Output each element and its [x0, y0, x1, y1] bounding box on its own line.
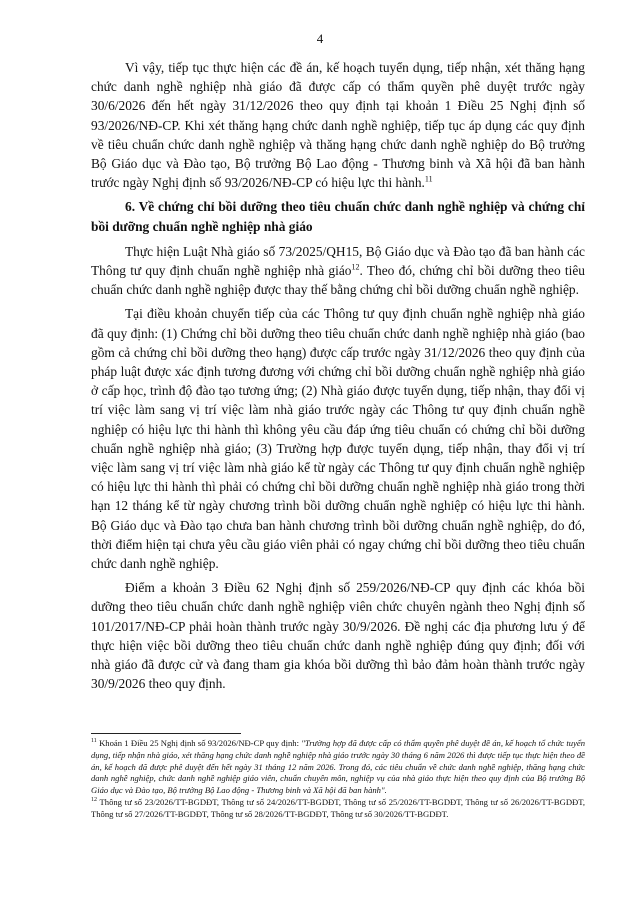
paragraph-transition-clauses: Tại điều khoản chuyển tiếp của các Thông tư quy định chuẩn nghề nghiệp nhà giáo đã quy định: (1) Chứng chỉ bồi dưỡng theo tiêu chuẩn chức danh nghề nghiệp nhà giáo (bao gồm cả chứng chỉ bồi dưỡng theo hạng) được cấp trước ngày 31/12/2026 theo quy định của pháp luật được xác định tương đương với chứng chỉ bồi dưỡng chuẩn nghề nghiệp nhà giáo ở cấp học, trình độ đào tạo tương ứng; (2) Nhà giáo được tuyển dụng, tiếp nhận, thay đổi vị trí việc làm sang vị trí việc làm nhà giáo trước ngày các Thông tư quy định chuẩn nghề nghiệp có hiệu lực thi hành thì không yêu cầu đáp ứng tiêu chuẩn có chứng chỉ bồi dưỡng chuẩn nghề nghiệp nhà giáo; (3) Trường hợp được tuyển dụng, tiếp nhận, thay đổi vị trí việc làm sang vị trí việc làm nhà giáo kể từ ngày các Thông tư quy định chuẩn nghề nghiệp có hiệu lực thi hành thì phải có chứng chỉ bồi dưỡng chuẩn nghề nghiệp nhà giáo trong thời hạn 12 tháng kể từ ngày chương trình bồi dưỡng chuẩn nghề nghiệp có hiệu lực thi hành. Bộ Giáo dục và Đào tạo chưa ban hành chương trình bồi dưỡng chuẩn nghề nghiệp, do đó, thời điểm hiện tại chưa yêu cầu giáo viên phải có ngay chứng chỉ bồi dưỡng theo tiêu chuẩn chức danh nghề nghiệp.: [91, 306, 585, 572]
footnotes: [91, 733, 585, 821]
section-6-heading: 6. Về chứng chỉ bồi dưỡng theo tiêu chuẩn chức danh nghề nghiệp và chứng chỉ bồi dưỡng chuẩn nghề nghiệp nhà giáo: [91, 199, 585, 234]
paragraph-text: Thực hiện Luật Nhà giáo số 73/2025/QH15, Bộ Giáo dục và Đào tạo đã ban hành các Thông tư quy định chuẩn nghề nghiệp nhà giáo: [91, 243, 585, 279]
document-body: [91, 58, 585, 699]
footnote-11: [91, 738, 585, 797]
footnote-divider: [91, 733, 241, 734]
footnote-quote: "Trường hợp đã được cấp có thẩm quyền phê duyệt đề án, kế hoạch tổ chức tuyển dụng, tiếp nhận nhà giáo, xét thăng hạng chức danh nghề nghiệp nhà giáo trước ngày 30 tháng 6 năm 2026 thì được tiếp tục thực hiện theo đề án, kế hoạch đã được phê duyệt đến hết ngày 31 tháng 12 năm 2026. Trong đó, các tiêu chuẩn về chức danh nghề nghiệp, thăng hạng chức danh nghề nghiệp, chức danh nghề nghiệp giáo viên, chuẩn chuyên môn, nghiệp vụ của nhà giáo thực hiện theo quy định của Bộ trưởng Bộ Giáo dục và Đào tạo, Bộ trưởng Bộ Lao động - Thương binh và Xã hội đã ban hành".: [91, 738, 586, 796]
footnote-ref-11[interactable]: 11: [424, 174, 433, 184]
footnote-lead: Khoản 1 Điều 25 Nghị định số 93/2026/NĐ-CP quy định:: [96, 738, 302, 748]
footnote-12: [91, 797, 585, 821]
paragraph-text: Vì vậy, tiếp tục thực hiện các đề án, kế hoạch tuyển dụng, tiếp nhận, xét thăng hạng chức danh nghề nghiệp nhà giáo đã được cấp có thẩm quyền phê duyệt trước ngày 30/6/2026 đến hết ngày 31/12/2026 theo quy định tại khoản 1 Điều 25 Nghị định số 93/2026/NĐ-CP. Khi xét thăng hạng chức danh nghề nghiệp, tiếp tục áp dụng các quy định về tiêu chuẩn chức danh nghề nghiệp và thăng hạng chức danh nghề nghiệp do Bộ trưởng Bộ Giáo dục và Đào tạo, Bộ trưởng Bộ Lao động - Thương binh và Xã hội đã ban hành trước ngày Nghị định số 93/2026/NĐ-CP có hiệu lực thi hành.: [91, 60, 585, 191]
footnote-number: 12: [91, 797, 97, 804]
paragraph-decree-259: Điểm a khoản 3 Điều 62 Nghị định số 259/2026/NĐ-CP quy định các khóa bồi dưỡng theo tiêu chuẩn chức danh nghề nghiệp viên chức chuyên ngành theo Nghị định số 101/2017/NĐ-CP phải hoàn thành trước ngày 30/9/2026. Đề nghị các địa phương lưu ý để thực hiện việc bồi dưỡng theo tiêu chuẩn chức danh nghề nghiệp đúng quy định; đối với nhà giáo đã được cử và đang tham gia khóa bồi dưỡng thì bảo đảm hoàn thành trước ngày 30/9/2026 theo quy định.: [91, 580, 585, 692]
page-number: 4: [316, 31, 324, 46]
paragraph-transition-promotion: [91, 58, 585, 192]
paragraph-teacher-law: [91, 242, 585, 300]
footnote-number: 11: [91, 738, 97, 745]
footnote-lead: Thông tư số 23/2026/TT-BGDĐT, Thông tư số 24/2026/TT-BGDĐT, Thông tư số 25/2026/TT-BGDĐT, Thông tư số 26/2026/TT-BGDĐT, Thông tư số 27/2026/TT-BGDĐT, Thông tư số 28/2026/TT-BGDĐT, Thông tư số 30/2026/TT-BGDĐT.: [91, 796, 585, 819]
paragraph-text: . Theo đó, chứng chỉ bồi dưỡng theo tiêu chuẩn chức danh nghề nghiệp được thay thế bằng chứng chỉ bồi dưỡng chuẩn nghề nghiệp.: [91, 263, 585, 298]
footnote-ref-12[interactable]: 12: [351, 262, 360, 272]
